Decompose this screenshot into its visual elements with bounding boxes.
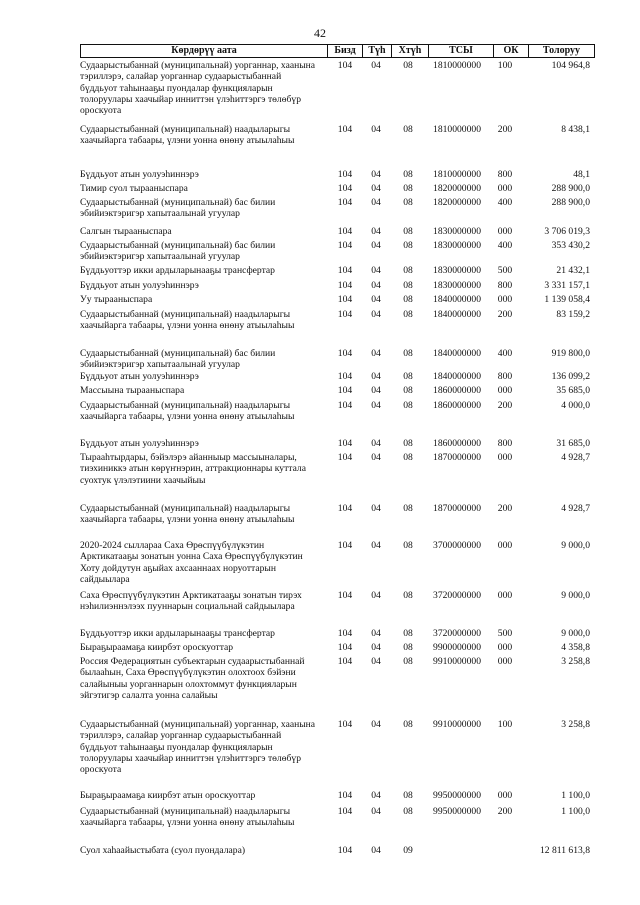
row-bizd: 104 bbox=[337, 226, 353, 237]
row-tsy: 9950000000 bbox=[433, 790, 481, 801]
row-bizd: 104 bbox=[337, 371, 353, 382]
row-name: Бүддьуот атын уолуэһиннэрэ bbox=[80, 169, 199, 180]
row-name: Бүддьуот атын уолуэһиннэрэ bbox=[80, 371, 199, 382]
row-bizd: 104 bbox=[337, 124, 353, 135]
row-ok: 000 bbox=[497, 183, 513, 194]
row-tuh: 04 bbox=[371, 294, 381, 305]
row-xtuh: 08 bbox=[403, 656, 413, 667]
row-sum: 4 000,0 bbox=[561, 400, 590, 411]
row-name: Бүддьуоттэр икки ардыларынааҕы трансфертар bbox=[80, 265, 275, 276]
row-sum: 48,1 bbox=[573, 169, 590, 180]
row-tsy: 1830000000 bbox=[433, 280, 481, 291]
row-sum: 35 685,0 bbox=[556, 385, 590, 396]
row-tsy: 1830000000 bbox=[433, 226, 481, 237]
row-sum: 9 000,0 bbox=[561, 540, 590, 551]
row-sum: 288 900,0 bbox=[551, 197, 590, 208]
row-xtuh: 08 bbox=[403, 438, 413, 449]
row-tuh: 04 bbox=[371, 371, 381, 382]
row-bizd: 104 bbox=[337, 438, 353, 449]
row-tuh: 04 bbox=[371, 628, 381, 639]
row-tuh: 04 bbox=[371, 348, 381, 359]
row-name: Суол хаһаайыстыбата (суол пуондалара) bbox=[80, 845, 246, 856]
column-header-bizd: Бизд bbox=[328, 45, 363, 57]
row-ok: 100 bbox=[497, 60, 513, 71]
row-bizd: 104 bbox=[337, 452, 353, 463]
row-tuh: 04 bbox=[371, 845, 381, 856]
row-name: Бүддьуоттэр икки ардыларынааҕы трансфертар bbox=[80, 628, 275, 639]
row-tsy: 3700000000 bbox=[433, 540, 481, 551]
row-ok: 200 bbox=[497, 124, 513, 135]
row-tsy: 1830000000 bbox=[433, 265, 481, 276]
row-tuh: 04 bbox=[371, 265, 381, 276]
row-sum: 12 811 613,8 bbox=[539, 845, 590, 856]
row-xtuh: 08 bbox=[403, 628, 413, 639]
row-sum: 136 099,2 bbox=[551, 371, 590, 382]
row-tsy: 1810000000 bbox=[433, 169, 481, 180]
row-tuh: 04 bbox=[371, 656, 381, 667]
row-sum: 288 900,0 bbox=[551, 183, 590, 194]
row-name: Уу тырааныспара bbox=[80, 294, 153, 305]
row-tuh: 04 bbox=[371, 309, 381, 320]
row-tsy: 9910000000 bbox=[433, 656, 481, 667]
row-name: Судаарыстыбаннай (муниципальнай) наадыларыгы хаачыйарга табаары, үлэни уонна өнөну атыылаһыы bbox=[80, 309, 295, 332]
row-ok: 100 bbox=[497, 719, 513, 730]
page-number: 42 bbox=[314, 26, 326, 40]
column-header-xtuh: Хтүһ bbox=[392, 45, 429, 57]
row-bizd: 104 bbox=[337, 790, 353, 801]
row-bizd: 104 bbox=[337, 348, 353, 359]
row-xtuh: 08 bbox=[403, 400, 413, 411]
row-tsy: 3720000000 bbox=[433, 628, 481, 639]
row-sum: 1 100,0 bbox=[561, 806, 590, 817]
row-xtuh: 08 bbox=[403, 806, 413, 817]
row-sum: 353 430,2 bbox=[551, 240, 590, 251]
row-tsy: 3720000000 bbox=[433, 590, 481, 601]
row-tsy: 1830000000 bbox=[433, 240, 481, 251]
row-ok: 000 bbox=[497, 790, 513, 801]
row-tuh: 04 bbox=[371, 400, 381, 411]
row-ok: 800 bbox=[497, 280, 513, 291]
row-sum: 4 928,7 bbox=[561, 503, 590, 514]
row-name: Россия Федерациятын субъектарын судаарыстыбаннай былааһын, Саха Өрөспүүбүлүкэтин олохтоох бэйэни салайыныы уорганнарын олохтоммут функцияларын эйгэтигэр салалта уонна салайыы bbox=[80, 656, 305, 701]
row-bizd: 104 bbox=[337, 240, 353, 251]
row-ok: 200 bbox=[497, 806, 513, 817]
row-tsy: 1870000000 bbox=[433, 503, 481, 514]
row-ok: 200 bbox=[497, 400, 513, 411]
row-name: Судаарыстыбаннай (муниципальнай) наадыларыгы хаачыйарга табаары, үлэни уонна өнөну атыылаһыы bbox=[80, 503, 295, 526]
row-xtuh: 08 bbox=[403, 183, 413, 194]
row-name: Судаарыстыбаннай (муниципальнай) уорганнар, хаанына тэриллэрэ, салайар уорганнар судаарыстыбаннай бүддьуот таһынааҕы пуондалар функцияларын толоруулары хаачыйар инниттэн үлэһиттэргэ төлөбүр ороскуота bbox=[80, 60, 316, 117]
row-ok: 800 bbox=[497, 169, 513, 180]
row-xtuh: 08 bbox=[403, 590, 413, 601]
row-tsy: 1860000000 bbox=[433, 438, 481, 449]
row-ok: 200 bbox=[497, 503, 513, 514]
row-ok: 400 bbox=[497, 240, 513, 251]
row-sum: 21 432,1 bbox=[556, 265, 590, 276]
row-xtuh: 08 bbox=[403, 371, 413, 382]
row-bizd: 104 bbox=[337, 719, 353, 730]
row-tuh: 04 bbox=[371, 385, 381, 396]
row-ok: 000 bbox=[497, 294, 513, 305]
row-sum: 9 000,0 bbox=[561, 590, 590, 601]
row-bizd: 104 bbox=[337, 845, 353, 856]
row-xtuh: 08 bbox=[403, 124, 413, 135]
row-name: Судаарыстыбаннай (муниципальнай) бас билии эбийиэктэригэр хапытаалынай угуулар bbox=[80, 197, 276, 220]
row-bizd: 104 bbox=[337, 60, 353, 71]
row-name: Бүддьуот атын уолуэһиннэрэ bbox=[80, 280, 199, 291]
row-name: Судаарыстыбаннай (муниципальнай) наадыларыгы хаачыйарга табаары, үлэни уонна өнөну атыылаһыы bbox=[80, 400, 295, 423]
row-tuh: 04 bbox=[371, 280, 381, 291]
row-bizd: 104 bbox=[337, 656, 353, 667]
row-sum: 4 358,8 bbox=[561, 642, 590, 653]
row-xtuh: 08 bbox=[403, 294, 413, 305]
row-sum: 3 258,8 bbox=[561, 719, 590, 730]
row-bizd: 104 bbox=[337, 642, 353, 653]
row-bizd: 104 bbox=[337, 503, 353, 514]
column-header-tsy: ТСЫ bbox=[429, 45, 494, 57]
row-name: Бүддьуот атын уолуэһиннэрэ bbox=[80, 438, 199, 449]
row-tsy: 1820000000 bbox=[433, 197, 481, 208]
row-xtuh: 09 bbox=[403, 845, 413, 856]
row-xtuh: 08 bbox=[403, 60, 413, 71]
row-tuh: 04 bbox=[371, 790, 381, 801]
row-ok: 000 bbox=[497, 226, 513, 237]
row-ok: 800 bbox=[497, 371, 513, 382]
row-tsy: 1840000000 bbox=[433, 348, 481, 359]
row-bizd: 104 bbox=[337, 309, 353, 320]
row-ok: 000 bbox=[497, 452, 513, 463]
row-bizd: 104 bbox=[337, 385, 353, 396]
row-tuh: 04 bbox=[371, 806, 381, 817]
row-xtuh: 08 bbox=[403, 280, 413, 291]
row-tsy: 9950000000 bbox=[433, 806, 481, 817]
row-tsy: 1820000000 bbox=[433, 183, 481, 194]
row-tuh: 04 bbox=[371, 452, 381, 463]
row-tuh: 04 bbox=[371, 642, 381, 653]
row-tsy: 1860000000 bbox=[433, 385, 481, 396]
row-ok: 000 bbox=[497, 540, 513, 551]
row-name: Салгын тырааныспара bbox=[80, 226, 172, 237]
row-sum: 1 100,0 bbox=[561, 790, 590, 801]
row-name: Массыына тырааныспара bbox=[80, 385, 185, 396]
row-tuh: 04 bbox=[371, 240, 381, 251]
row-ok: 800 bbox=[497, 438, 513, 449]
row-name: Саха Өрөспүүбүлүкэтин Арктикатааҕы зонатын тирэх нэһилиэннэлээх пууннарын социальнай сайдыылара bbox=[80, 590, 302, 613]
row-name: Судаарыстыбаннай (муниципальнай) наадыларыгы хаачыйарга табаары, үлэни уонна өнөну атыылаһыы bbox=[80, 806, 295, 829]
row-tuh: 04 bbox=[371, 169, 381, 180]
row-bizd: 104 bbox=[337, 280, 353, 291]
row-bizd: 104 bbox=[337, 628, 353, 639]
row-xtuh: 08 bbox=[403, 790, 413, 801]
row-xtuh: 08 bbox=[403, 348, 413, 359]
row-xtuh: 08 bbox=[403, 197, 413, 208]
row-name: Судаарыстыбаннай (муниципальнай) бас билии эбийиэктэригэр хапытаалынай угуулар bbox=[80, 348, 276, 371]
row-bizd: 104 bbox=[337, 590, 353, 601]
row-ok: 000 bbox=[497, 385, 513, 396]
row-bizd: 104 bbox=[337, 540, 353, 551]
row-xtuh: 08 bbox=[403, 309, 413, 320]
row-name: Судаарыстыбаннай (муниципальнай) уорганнар, хаанына тэриллэрэ, салайар уорганнар судаарыстыбаннай бүддьуот таһынааҕы пуондалар функцияларын толоруулары хаачыйар инниттэн үлэһиттэргэ төлөбүр ороскуота bbox=[80, 719, 316, 776]
row-sum: 8 438,1 bbox=[561, 124, 590, 135]
row-xtuh: 08 bbox=[403, 719, 413, 730]
row-tuh: 04 bbox=[371, 438, 381, 449]
row-tsy: 1840000000 bbox=[433, 294, 481, 305]
row-sum: 83 159,2 bbox=[556, 309, 590, 320]
row-name: Тырааһтырдары, бэйэлэрэ айанныыр массыыналары, тиэхиниккэ атын көрүҥнэрин, аттракционнары куттала суохтук үлэлэтиини хаачыйыы bbox=[80, 452, 306, 486]
row-ok: 500 bbox=[497, 628, 513, 639]
row-tuh: 04 bbox=[371, 60, 381, 71]
row-ok: 400 bbox=[497, 197, 513, 208]
row-tsy: 1810000000 bbox=[433, 60, 481, 71]
row-ok: 000 bbox=[497, 642, 513, 653]
row-sum: 3 258,8 bbox=[561, 656, 590, 667]
table-header bbox=[80, 44, 595, 58]
row-tuh: 04 bbox=[371, 540, 381, 551]
row-bizd: 104 bbox=[337, 294, 353, 305]
row-ok: 400 bbox=[497, 348, 513, 359]
row-tsy: 1840000000 bbox=[433, 371, 481, 382]
row-sum: 1 139 058,4 bbox=[544, 294, 590, 305]
row-tuh: 04 bbox=[371, 719, 381, 730]
row-tsy: 1870000000 bbox=[433, 452, 481, 463]
row-ok: 200 bbox=[497, 309, 513, 320]
row-name: Судаарыстыбаннай (муниципальнай) бас билии эбийиэктэригэр хапытаалынай угуулар bbox=[80, 240, 276, 263]
row-ok: 500 bbox=[497, 265, 513, 276]
row-sum: 31 685,0 bbox=[556, 438, 590, 449]
row-name: Судаарыстыбаннай (муниципальнай) наадыларыгы хаачыйарга табаары, үлэни уонна өнөну атыылаһыы bbox=[80, 124, 295, 147]
row-sum: 919 800,0 bbox=[551, 348, 590, 359]
row-tuh: 04 bbox=[371, 197, 381, 208]
row-sum: 3 331 157,1 bbox=[544, 280, 590, 291]
row-sum: 3 706 019,3 bbox=[544, 226, 590, 237]
row-bizd: 104 bbox=[337, 400, 353, 411]
row-tuh: 04 bbox=[371, 503, 381, 514]
row-xtuh: 08 bbox=[403, 169, 413, 180]
row-tuh: 04 bbox=[371, 226, 381, 237]
row-xtuh: 08 bbox=[403, 452, 413, 463]
column-header-name: Көрдөрүү аата bbox=[81, 45, 328, 57]
row-bizd: 104 bbox=[337, 169, 353, 180]
row-xtuh: 08 bbox=[403, 385, 413, 396]
row-name: Быраҕыраамаҕа киирбэт атын ороскуоттар bbox=[80, 790, 256, 801]
row-bizd: 104 bbox=[337, 197, 353, 208]
row-xtuh: 08 bbox=[403, 265, 413, 276]
row-name: Тимир суол тырааныспара bbox=[80, 183, 188, 194]
row-tuh: 04 bbox=[371, 124, 381, 135]
row-xtuh: 08 bbox=[403, 240, 413, 251]
row-tuh: 04 bbox=[371, 183, 381, 194]
row-bizd: 104 bbox=[337, 183, 353, 194]
row-bizd: 104 bbox=[337, 265, 353, 276]
row-xtuh: 08 bbox=[403, 226, 413, 237]
row-ok: 000 bbox=[497, 656, 513, 667]
row-bizd: 104 bbox=[337, 806, 353, 817]
row-tsy: 1840000000 bbox=[433, 309, 481, 320]
column-header-sum: Толоруу bbox=[542, 45, 581, 56]
column-header-tuh: Түһ bbox=[363, 45, 392, 57]
row-xtuh: 08 bbox=[403, 642, 413, 653]
row-sum: 4 928,7 bbox=[561, 452, 590, 463]
row-xtuh: 08 bbox=[403, 540, 413, 551]
row-name: Быраҕыраамаҕа киирбэт ороскуоттар bbox=[80, 642, 234, 653]
row-tsy: 9900000000 bbox=[433, 642, 481, 653]
row-ok: 000 bbox=[497, 590, 513, 601]
row-sum: 104 964,8 bbox=[551, 60, 590, 71]
row-tsy: 1860000000 bbox=[433, 400, 481, 411]
column-header-ok: ОК bbox=[494, 45, 529, 57]
row-tuh: 04 bbox=[371, 590, 381, 601]
row-sum: 9 000,0 bbox=[561, 628, 590, 639]
row-tsy: 1810000000 bbox=[433, 124, 481, 135]
row-xtuh: 08 bbox=[403, 503, 413, 514]
row-tsy: 9910000000 bbox=[433, 719, 481, 730]
row-name: 2020-2024 сыллараа Саха Өрөспүүбүлүкэтин Арктикатааҕы зонатын уонна Саха Өрөспүүбүлүкэтин Хоту дойдутун аҕыйах ахсааннаах норуоттарын сайдыылара bbox=[80, 540, 303, 585]
